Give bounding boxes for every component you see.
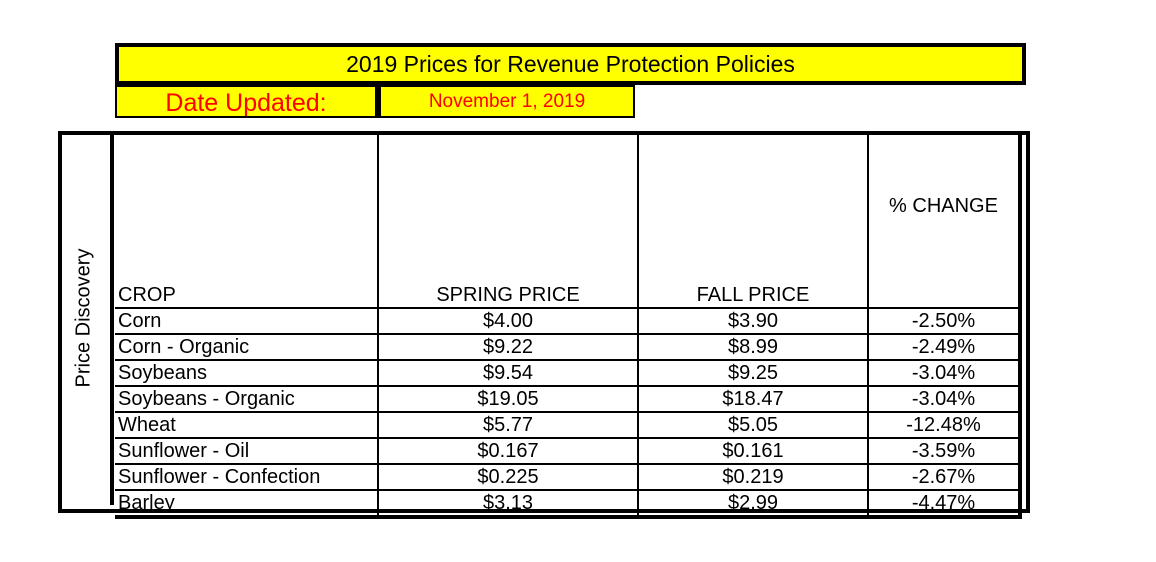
fall-price-cell: $18.47 [638, 386, 868, 412]
spring-price-cell: $0.225 [378, 464, 638, 490]
table-row [115, 412, 1020, 438]
side-label-text: Price Discovery [72, 248, 95, 388]
fall-price-cell: $9.25 [638, 360, 868, 386]
spring-price-cell: $19.05 [378, 386, 638, 412]
crop-cell: Sunflower - Confection [115, 464, 378, 490]
price-table [115, 135, 1022, 519]
table-row [115, 386, 1020, 412]
spring-price-cell: $4.00 [378, 308, 638, 334]
table-row [115, 490, 1020, 517]
percent-change-cell: -3.04% [868, 360, 1020, 386]
crop-cell: Soybeans [115, 360, 378, 386]
table-row [115, 334, 1020, 360]
side-label-cell [58, 131, 114, 505]
crop-cell: Corn - Organic [115, 334, 378, 360]
percent-change-cell: -2.50% [868, 308, 1020, 334]
table-row [115, 360, 1020, 386]
header-percent-change: % CHANGE [868, 135, 1020, 308]
table-header-row [115, 135, 1020, 308]
percent-change-cell: -4.47% [868, 490, 1020, 517]
fall-price-cell: $0.161 [638, 438, 868, 464]
fall-price-cell: $5.05 [638, 412, 868, 438]
crop-cell: Soybeans - Organic [115, 386, 378, 412]
percent-change-cell: -2.67% [868, 464, 1020, 490]
fall-price-cell: $2.99 [638, 490, 868, 517]
crop-cell: Sunflower - Oil [115, 438, 378, 464]
header-fall-price: FALL PRICE [638, 135, 868, 308]
percent-change-cell: -3.59% [868, 438, 1020, 464]
table-row [115, 308, 1020, 334]
fall-price-cell: $3.90 [638, 308, 868, 334]
percent-change-cell: -3.04% [868, 386, 1020, 412]
header-spring-price: SPRING PRICE [378, 135, 638, 308]
table-row [115, 438, 1020, 464]
spring-price-cell: $5.77 [378, 412, 638, 438]
percent-change-cell: -12.48% [868, 412, 1020, 438]
date-updated-value: November 1, 2019 [379, 85, 635, 118]
crop-cell: Wheat [115, 412, 378, 438]
spring-price-cell: $9.22 [378, 334, 638, 360]
crop-cell: Corn [115, 308, 378, 334]
percent-change-cell: -2.49% [868, 334, 1020, 360]
spring-price-cell: $3.13 [378, 490, 638, 517]
page-title: 2019 Prices for Revenue Protection Policies [115, 43, 1026, 85]
crop-cell: Barley [115, 490, 378, 517]
fall-price-cell: $8.99 [638, 334, 868, 360]
spring-price-cell: $0.167 [378, 438, 638, 464]
header-crop: CROP [115, 135, 378, 308]
fall-price-cell: $0.219 [638, 464, 868, 490]
spring-price-cell: $9.54 [378, 360, 638, 386]
date-updated-label: Date Updated: [115, 85, 379, 118]
table-row [115, 464, 1020, 490]
